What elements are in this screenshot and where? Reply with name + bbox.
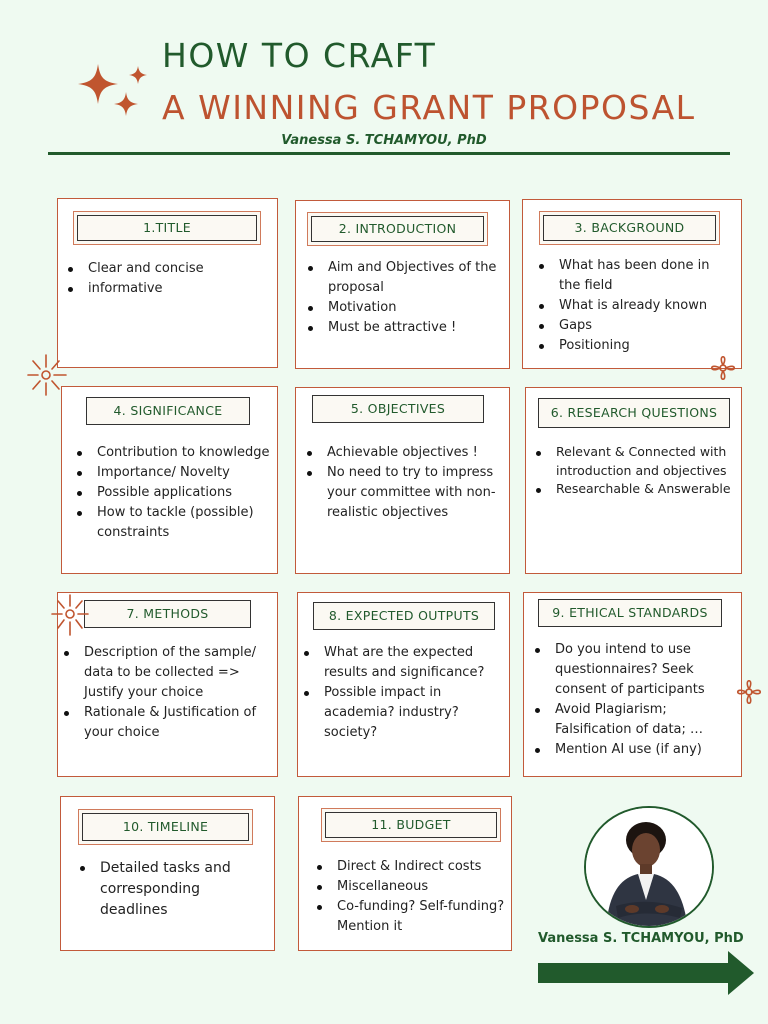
list-item: Miscellaneous xyxy=(337,877,507,897)
card-research-questions xyxy=(525,387,742,574)
author-name-footer: Vanessa S. TCHAMYOU, PhD xyxy=(538,931,744,946)
list-item: Do you intend to use questionnaires? Seek consent of participants xyxy=(555,640,740,700)
card-list xyxy=(555,640,740,760)
list-item: Importance/ Novelty xyxy=(97,463,275,483)
list-item: Must be attractive ! xyxy=(328,318,503,338)
list-item: Clear and concise xyxy=(88,259,268,279)
list-item: Avoid Plagiarism; Falsification of data; … xyxy=(555,700,740,740)
list-item: Co-funding? Self-funding? Mention it xyxy=(337,897,507,937)
title-divider xyxy=(48,152,730,155)
card-list xyxy=(97,443,275,543)
list-item: How to tackle (possible) constraints xyxy=(97,503,275,543)
list-item: What has been done in the field xyxy=(559,256,734,296)
list-item: No need to try to impress your committee with non-realistic objectives xyxy=(327,463,505,523)
card-significance xyxy=(61,386,278,574)
card-list xyxy=(328,258,503,338)
portrait-photo xyxy=(584,806,714,928)
list-item: Achievable objectives ! xyxy=(327,443,505,463)
card-introduction xyxy=(295,200,510,369)
card-header-background: 3. BACKGROUND xyxy=(543,215,716,241)
list-item: Detailed tasks and corresponding deadlines xyxy=(100,858,268,921)
list-item: Possible impact in academia? industry? society? xyxy=(324,683,506,743)
list-item: Motivation xyxy=(328,298,503,318)
card-header-timeline: 10. TIMELINE xyxy=(82,813,249,841)
card-header-budget: 11. BUDGET xyxy=(325,812,497,838)
list-item: Researchable & Answerable xyxy=(556,480,738,499)
card-background xyxy=(522,199,742,369)
list-item: Positioning xyxy=(559,336,734,356)
list-item: Description of the sample/ data to be collected => Justify your choice xyxy=(84,643,274,703)
card-header-introduction: 2. INTRODUCTION xyxy=(311,216,484,242)
list-item: informative xyxy=(88,279,268,299)
card-header-methods: 7. METHODS xyxy=(84,600,251,628)
arrow-right-icon xyxy=(538,951,756,995)
list-item: Aim and Objectives of the proposal xyxy=(328,258,503,298)
card-expected-outputs xyxy=(297,592,510,777)
list-item: Direct & Indirect costs xyxy=(337,857,507,877)
card-title xyxy=(57,198,278,368)
card-list xyxy=(84,643,274,743)
card-header-objectives: 5. OBJECTIVES xyxy=(312,395,484,423)
flower-doodle-icon xyxy=(26,352,68,398)
author-byline: Vanessa S. TCHAMYOU, PhD xyxy=(281,133,487,148)
list-item: Gaps xyxy=(559,316,734,336)
card-header-significance: 4. SIGNIFICANCE xyxy=(86,397,250,425)
card-list xyxy=(327,443,505,523)
flower-doodle-icon xyxy=(50,592,90,638)
card-header-title: 1.TITLE xyxy=(77,215,257,241)
card-header-ethical-standards: 9. ETHICAL STANDARDS xyxy=(538,599,722,627)
list-item: What are the expected results and significance? xyxy=(324,643,506,683)
card-budget xyxy=(298,796,512,951)
card-list xyxy=(324,643,506,743)
card-header-research-questions: 6. RESEARCH QUESTIONS xyxy=(538,398,730,428)
card-objectives xyxy=(295,387,510,574)
card-list xyxy=(559,256,734,356)
flower-doodle-icon xyxy=(704,350,742,386)
card-timeline xyxy=(60,796,275,951)
sparkle-icon xyxy=(74,60,154,120)
card-list xyxy=(556,443,738,499)
card-header-expected-outputs: 8. EXPECTED OUTPUTS xyxy=(313,602,495,630)
list-item: What is already known xyxy=(559,296,734,316)
list-item: Relevant & Connected with introduction and objectives xyxy=(556,443,738,480)
list-item: Possible applications xyxy=(97,483,275,503)
card-methods xyxy=(57,592,278,777)
list-item: Contribution to knowledge xyxy=(97,443,275,463)
card-list xyxy=(337,857,507,937)
list-item: Mention AI use (if any) xyxy=(555,740,740,760)
flower-doodle-icon xyxy=(730,674,768,710)
card-list xyxy=(88,259,268,299)
card-list xyxy=(100,858,268,921)
list-item: Rationale & Justification of your choice xyxy=(84,703,274,743)
title-line-2: A WINNING GRANT PROPOSAL xyxy=(162,88,696,127)
card-ethical-standards xyxy=(523,592,742,777)
title-line-1: HOW TO CRAFT xyxy=(162,36,437,75)
